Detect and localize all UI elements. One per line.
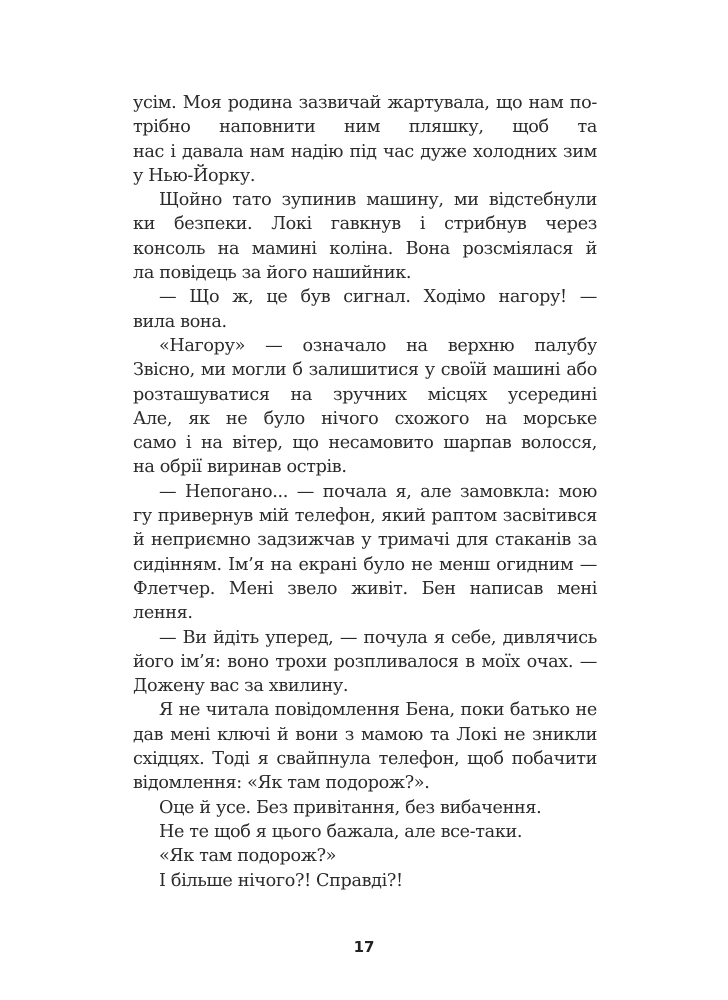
text-line: ла повідець за його нашийник. [133, 263, 412, 284]
text-line: консоль на мамині коліна. Вона розсміялася й [133, 238, 597, 259]
text-line: — Що ж, це був сигнал. Ходімо нагору! — [159, 287, 597, 308]
body-text [133, 91, 597, 893]
text-line: на обрії виринав острів. [133, 457, 347, 478]
text-line: Я не читала повідомлення Бена, поки батько не [159, 700, 597, 721]
text-line: І більше нічого?! Справді?! [159, 870, 403, 891]
text-line: — Ви йдіть уперед, — почула я себе, дивлячись [159, 627, 597, 648]
text-line: само і на вітер, що несамовито шарпав волосся, [133, 433, 597, 454]
text-line: трібно наповнити ним пляшку, щоб та [133, 117, 597, 138]
text-line: — Непогано... — почала я, але замовкла: мою [159, 481, 597, 502]
text-line: й неприємно задзижчав у тримачі для стаканів за [133, 530, 597, 551]
text-line: східцях. Тоді я свайпнула телефон, щоб побачити [133, 749, 597, 770]
text-line: нас і давала нам надію під час дуже холодних зим [133, 141, 597, 162]
text-line: вила вона. [133, 311, 227, 332]
text-line: у Нью-Йорку. [133, 165, 256, 186]
text-line: його ім’я: воно трохи розпливалося в моїх очах. — [133, 651, 597, 672]
text-line: Щойно тато зупинив машину, ми відстебнули [159, 190, 597, 211]
text-line: сидінням. Ім’я на екрані було не менш огидним — [133, 554, 597, 575]
text-line: Дожену вас за хвилину. [133, 676, 349, 697]
text-line: Але, як не було нічого схожого на морське [133, 408, 597, 429]
text-line: Флетчер. Мені звело живіт. Бен написав мені [133, 578, 597, 599]
text-line: відомлення: «Як там подорож?». [133, 773, 430, 794]
text-line: Оце й усе. Без привітання, без вибачення. [159, 797, 542, 818]
text-line: ки безпеки. Локі гавкнув і стрибнув через [133, 214, 597, 235]
text-line: дав мені ключі й вони з мамою та Локі не зникли [133, 724, 597, 745]
text-line: Звісно, ми могли б залишитися у своїй машині або [133, 360, 597, 381]
page-number: 17 [353, 938, 375, 956]
text-line: гу привернув мій телефон, який раптом засвітився [133, 506, 597, 527]
text-line: розташуватися на зручних місцях усередині [133, 384, 597, 405]
text-line: «Як там подорож?» [159, 846, 337, 867]
text-line: лення. [133, 603, 193, 624]
text-line: «Нагору» — означало на верхню палубу [159, 335, 597, 356]
text-line: усім. Моя родина зазвичай жартувала, що нам по- [133, 93, 597, 113]
text-line: Не те щоб я цього бажала, але все-таки. [159, 821, 523, 842]
